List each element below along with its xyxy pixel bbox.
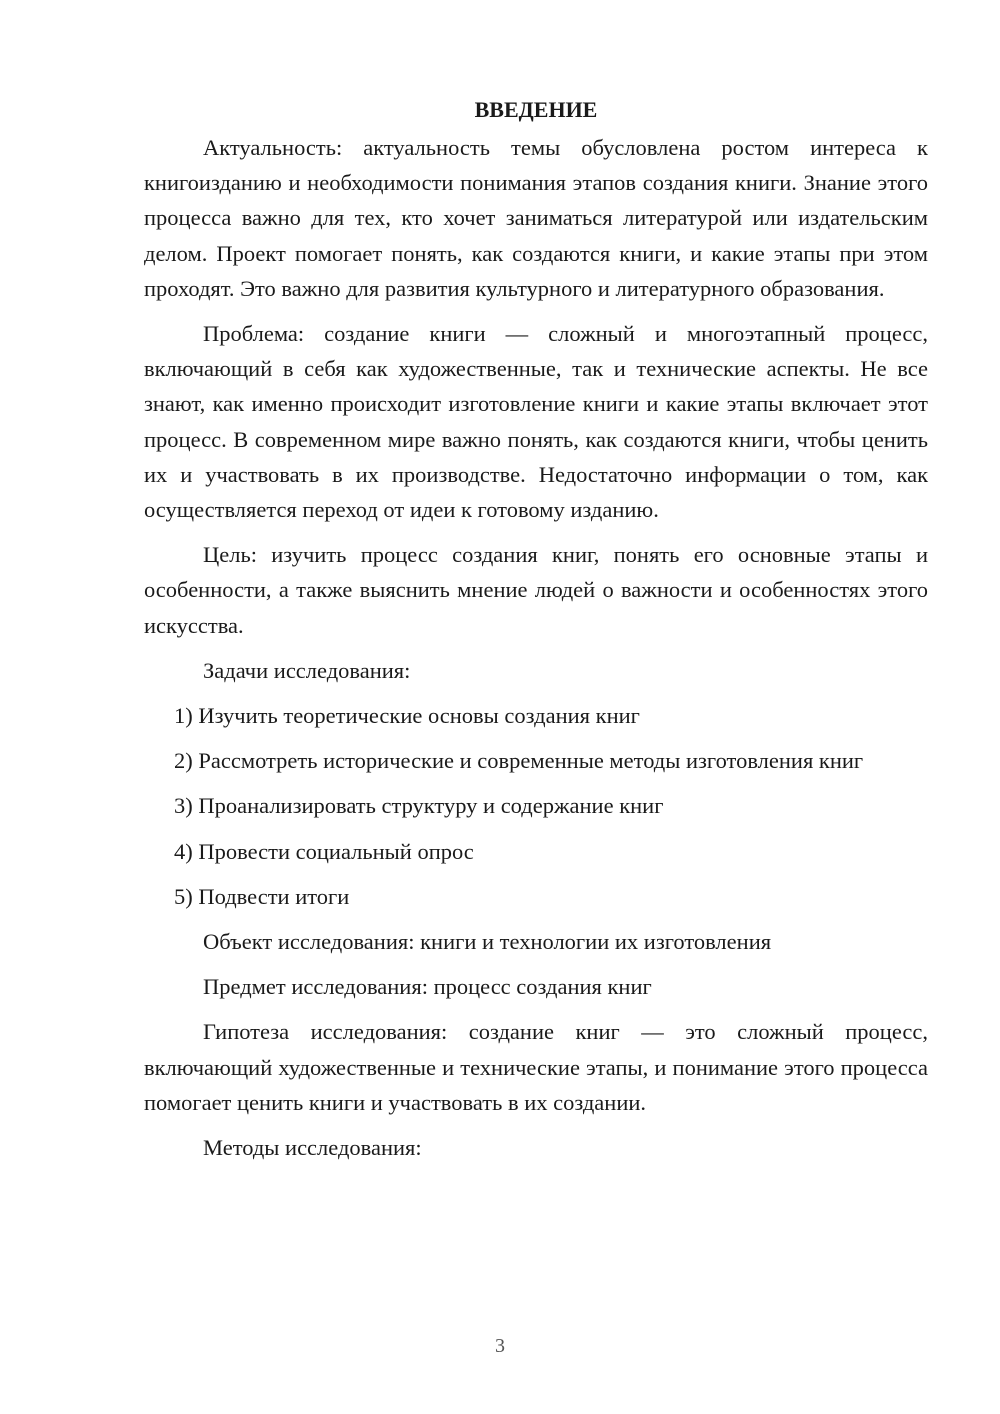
document-page (144, 92, 928, 1392)
paragraph-methods: Методы исследования: (203, 1135, 422, 1161)
paragraph-object: Объект исследования: книги и технологии их изготовления (203, 929, 772, 955)
task-item-5: 5) Подвести итоги (174, 883, 350, 909)
task-item-4: 4) Провести социальный опрос (174, 838, 474, 864)
page-title: ВВЕДЕНИЕ (474, 97, 598, 122)
paragraph-hypothesis: Гипотеза исследования: создание книг — это сложный процесс, включающий художественные и технические этапы, и понимание этого процесса помогает ценить книги и участвовать в их создании. (144, 1019, 928, 1115)
paragraph-problem: Проблема: создание книги — сложный и многоэтапный процесс, включающий в себя как художественные, так и технические аспекты. Не все знают, как именно происходит изготовление книги и какие этапы включает этот процесс. В современном мире важно понять, как создаются книги, чтобы ценить их и участвовать в их производстве. Недостаточно информации о том, как осуществляется переход от идеи к готовому изданию. (144, 321, 928, 523)
task-item-1: 1) Изучить теоретические основы создания книг (174, 703, 640, 729)
paragraph-relevance: Актуальность: актуальность темы обусловлена ростом интереса к книгоизданию и необходимости понимания этапов создания книги. Знание этого процесса важно для тех, кто хочет заниматься литературой или издательским делом. Проект помогает понять, как создаются книги, и какие этапы при этом проходят. Это важно для развития культурного и литературного образования. (144, 135, 928, 301)
page-number: 3 (495, 1335, 505, 1357)
task-item-3: 3) Проанализировать структуру и содержание книг (174, 793, 664, 819)
paragraph-goal: Цель: изучить процесс создания книг, понять его основные этапы и особенности, а также выяснить мнение людей о важности и особенностях этого искусства. (144, 542, 928, 638)
paragraph-tasks-heading: Задачи исследования: (203, 657, 411, 683)
task-item-2: 2) Рассмотреть исторические и современные методы изготовления книг (174, 748, 864, 774)
paragraph-subject: Предмет исследования: процесс создания книг (203, 974, 652, 1000)
